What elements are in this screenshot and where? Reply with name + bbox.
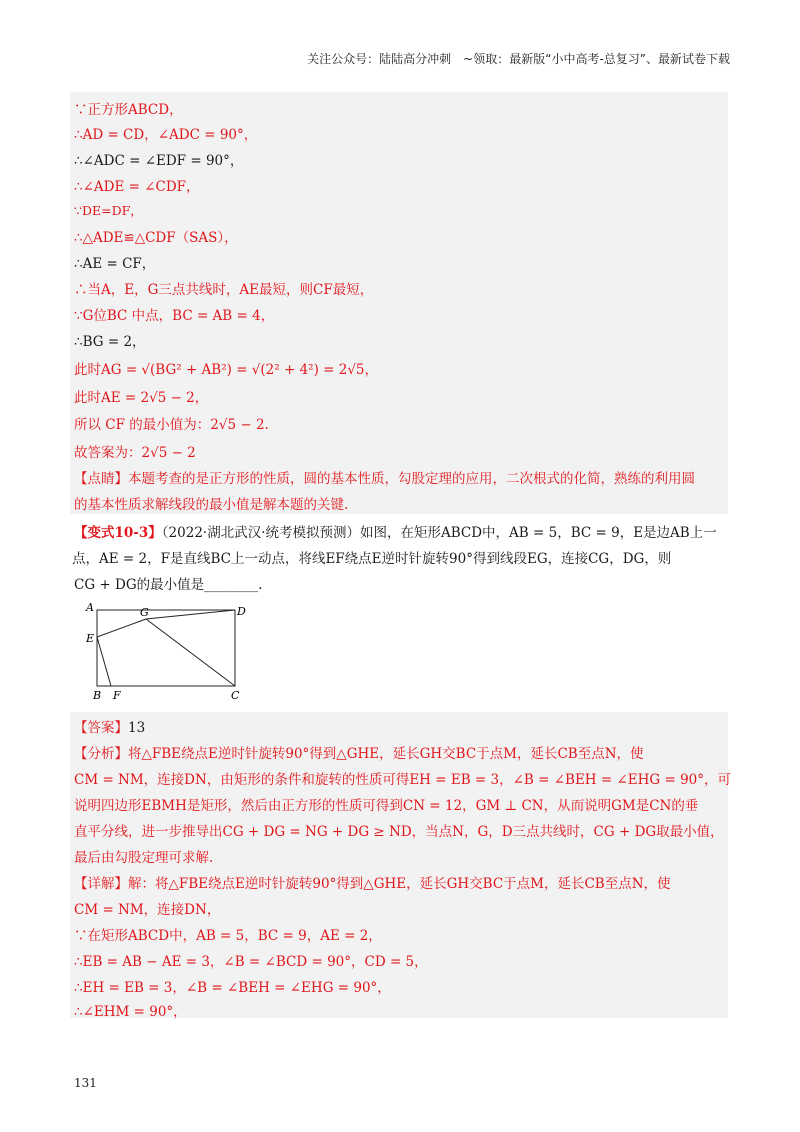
solution-line: ∵正方形ABCD， xyxy=(74,102,183,118)
label-c: C xyxy=(231,689,240,702)
analysis-line: 直平分线，进一步推导出CG + DG = NG + DG ≥ ND，当点N，G，D三点共线时，CG + DG取最小值， xyxy=(74,824,724,840)
answer-value: 13 xyxy=(128,720,146,736)
detail-text: 解：将△FBE绕点E逆时针旋转90°得到△GHE，延长GH交BC于点M，延长CB至点N，使 xyxy=(128,876,671,892)
solution-line: ∵G位BC 中点，BC = AB = 4， xyxy=(74,308,275,324)
comment-line-2: 的基本性质求解线段的最小值是解本题的关键. xyxy=(74,497,349,513)
label-g: G xyxy=(140,606,149,619)
analysis-text: 将△FBE绕点E逆时针旋转90°得到△GHE，延长GH交BC于点M，延长CB至点N，使 xyxy=(128,746,644,762)
segment-gc xyxy=(146,619,235,686)
answer-block xyxy=(70,712,732,1020)
solution-line: ∴∠ADC = ∠EDF = 90°， xyxy=(74,153,244,169)
detail-line: ∴EB = AB − AE = 3，∠B = ∠BCD = 90°，CD = 5， xyxy=(74,954,428,970)
solution-line: ∴△ADE≌△CDF（SAS）， xyxy=(74,230,238,246)
solution-line: ∴BG = 2， xyxy=(74,334,146,350)
solution-line: 此时AG = √(BG² + AB²) = √(2² + 4²) = 2√5， xyxy=(74,362,379,378)
solution-block-top xyxy=(70,92,728,514)
segment-gd xyxy=(146,610,235,619)
analysis-line-1 xyxy=(74,742,644,762)
comment-text: 本题考查的是正方形的性质，圆的基本性质，勾股定理的应用，二次根式的化简，熟练的利用圆 xyxy=(128,471,695,487)
question-text: （2022·湖北武汉·统考模拟预测）如图，在矩形ABCD中，AB = 5，BC = 9，E是边AB上一 xyxy=(161,525,717,541)
solution-line: ∴∠ADE = ∠CDF， xyxy=(74,179,200,195)
comment-label: 【点睛】 xyxy=(74,471,128,487)
page-header: 关注公众号：陆陆高分冲刺 ~领取：最新版“小中高考-总复习”、最新试卷下载 xyxy=(307,52,730,66)
solution-line: 此时AE = 2√5 − 2， xyxy=(74,390,209,406)
rectangle-diagram xyxy=(84,600,264,702)
question-tag: 【变式10-3】 xyxy=(74,525,162,541)
solution-line: 故答案为：2√5 − 2 xyxy=(74,445,196,461)
label-d: D xyxy=(237,605,246,618)
label-f: F xyxy=(113,689,121,702)
question-line-1 xyxy=(74,521,717,541)
comment-line xyxy=(74,467,695,487)
label-b: B xyxy=(93,689,102,702)
solution-line: ∴AE = CF， xyxy=(74,256,156,272)
label-a: A xyxy=(86,601,94,614)
detail-label: 【详解】 xyxy=(74,876,128,892)
solution-line: 所以 CF 的最小值为：2√5 − 2. xyxy=(74,417,269,433)
analysis-line: CM = NM，连接DN，由矩形的条件和旋转的性质可得EH = EB = 3，∠B = ∠BEH = ∠EHG = 90°，可 xyxy=(74,772,732,788)
analysis-line: 最后由勾股定理可求解. xyxy=(74,850,214,866)
segment-ef xyxy=(97,637,111,686)
detail-line: ∴EH = EB = 3，∠B = ∠BEH = ∠EHG = 90°， xyxy=(74,980,391,996)
answer-label: 【答案】 xyxy=(74,720,128,736)
analysis-label: 【分析】 xyxy=(74,746,128,762)
question-line-3: CG + DG的最小值是________. xyxy=(74,577,263,593)
rectangle-abcd xyxy=(97,610,235,686)
detail-line: CM = NM，连接DN， xyxy=(74,902,221,918)
geometry-figure xyxy=(84,600,264,702)
solution-line: ∵DE=DF， xyxy=(74,203,143,218)
detail-line: ∴∠EHM = 90°， xyxy=(74,1004,187,1020)
solution-line: ∴当A，E，G三点共线时，AE最短，则CF最短， xyxy=(74,282,374,298)
detail-line: ∵在矩形ABCD中，AB = 5，BC = 9，AE = 2， xyxy=(74,928,382,944)
analysis-line: 说明四边形EBMH是矩形，然后由正方形的性质可得到CN = 12，GM ⊥ CN，从而说明GM是CN的垂 xyxy=(74,798,699,814)
page-number: 131 xyxy=(74,1076,97,1090)
solution-line: ∴AD = CD，∠ADC = 90°， xyxy=(74,127,258,143)
detail-line-1 xyxy=(74,872,671,892)
label-e: E xyxy=(86,632,95,645)
segment-eg xyxy=(97,619,146,637)
question-line-2: 点，AE = 2，F是直线BC上一动点，将线EF绕点E逆时针旋转90°得到线段EG，连接CG，DG，则 xyxy=(72,551,672,567)
answer-line xyxy=(74,716,145,736)
